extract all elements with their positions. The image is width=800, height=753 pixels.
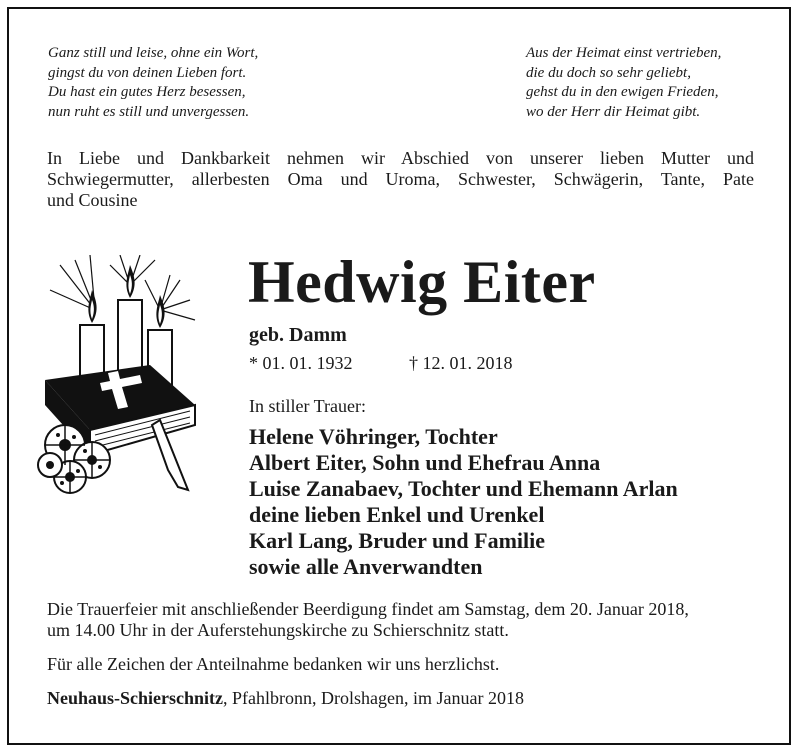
candles-bible-flowers-icon [30,255,205,500]
funeral-line: Die Trauerfeier mit anschließender Beerdigung findet am Samstag, dem 20. Januar 2018, [47,599,689,619]
place-rest: , Pfahlbronn, Drolshagen, im Januar 2018 [223,688,524,708]
death-date: † 12. 01. 2018 [409,353,513,373]
mourner-line: Karl Lang, Bruder und Familie [249,528,546,553]
poem-line: Du hast ein gutes Herz besessen, [48,84,246,100]
poem-line: nun ruht es still und unvergessen. [48,103,250,120]
birth-name: geb. Damm [249,324,347,346]
poem-right [526,44,721,122]
intro-line: In Liebe und Dankbarkeit nehmen wir Abschied von unserer lieben Mutter und [47,148,754,168]
mourner-line: sowie alle Anverwandten [249,554,483,579]
place-date-line [47,688,524,709]
mourner-line: Luise Zanabaev, Tochter und Ehemann Arlan [249,476,678,501]
place-bold: Neuhaus-Schierschnitz [47,688,224,708]
thanks-text: Für alle Zeichen der Anteilnahme bedanken wir uns herzlichst. [47,654,500,674]
poem-line: Aus der Heimat einst vertrieben, [526,45,722,61]
mourner-line: deine lieben Enkel und Urenkel [249,502,545,527]
funeral-info [47,599,689,641]
poem-line: gehst du in den ewigen Frieden, [526,84,719,100]
mourner-line: Albert Eiter, Sohn und Ehefrau Anna [249,450,601,475]
intro-line: Schwiegermutter, allerbesten Oma und Uroma, Schwester, Schwägerin, Tante, Pate [47,169,754,189]
intro-text [47,148,754,211]
mourning-label: In stiller Trauer: [249,396,366,416]
poem-line: gingst du von deinen Lieben fort. [48,64,247,81]
mourners-list [249,424,678,580]
funeral-line: um 14.00 Uhr in der Auferstehungskirche zu Schierschnitz statt. [47,620,509,640]
poem-left [48,44,258,122]
deceased-name: Hedwig Eiter [248,249,596,315]
poem-line: die du doch so sehr geliebt, [526,64,691,81]
poem-line: wo der Herr dir Heimat gibt. [526,103,701,120]
birth-date: * 01. 01. 1932 [249,353,353,373]
intro-line: und Cousine [47,190,138,210]
poem-line: Ganz still und leise, ohne ein Wort, [48,45,259,61]
mourner-line: Helene Vöhringer, Tochter [249,424,498,449]
